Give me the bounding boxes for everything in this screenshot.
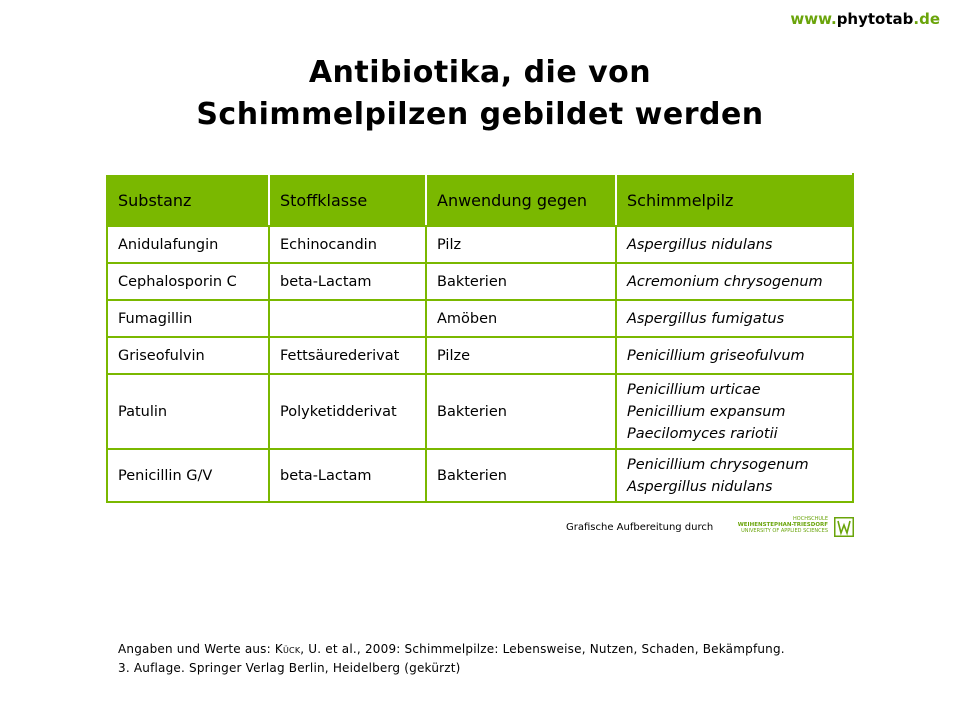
cell-anwendung: Bakterien [426,263,616,300]
cell-substanz: Patulin [107,374,269,449]
antibiotics-table [106,173,854,503]
table-row [107,300,853,337]
column-header-substanz: Substanz [107,174,269,226]
cell-substanz: Cephalosporin C [107,263,269,300]
logo-line3: UNIVERSITY OF APPLIED SCIENCES [741,528,828,534]
table-row [107,263,853,300]
page-title-line1: Antibiotika, die von [308,55,652,90]
cell-schimmelpilz [616,263,853,300]
cell-anwendung: Pilz [426,226,616,263]
site-url-prefix: www. [790,10,837,28]
university-logo[interactable] [736,516,854,538]
table-header-row [107,174,853,226]
cell-stoffklasse: beta-Lactam [269,263,426,300]
site-url-tld: .de [913,10,940,28]
reference-author: Kück [274,642,301,656]
cell-stoffklasse: Polyketidderivat [269,374,426,449]
page-title [0,52,960,136]
species-name: Penicillium griseofulvum [627,347,805,364]
logo-line2: WEIHENSTEPHAN-TRIESDORF [737,522,828,528]
cell-anwendung: Bakterien [426,374,616,449]
species-name: Penicillium urticae [627,381,761,398]
species-name: Aspergillus nidulans [627,478,773,495]
university-emblem-icon [834,517,854,537]
university-logo-text [738,516,828,534]
species-name: Aspergillus nidulans [627,236,773,253]
site-url[interactable] [790,10,940,28]
species-name: Aspergillus fumigatus [627,310,785,327]
cell-substanz: Anidulafungin [107,226,269,263]
cell-schimmelpilz [616,337,853,374]
source-reference [118,640,878,678]
species-name: Acremonium chrysogenum [627,273,823,290]
site-url-name: phytotab [836,10,914,28]
cell-schimmelpilz [616,226,853,263]
table-row [107,374,853,449]
table-row [107,226,853,263]
table-row [107,449,853,502]
cell-substanz: Griseofulvin [107,337,269,374]
page-title-line2: Schimmelpilzen gebildet werden [196,97,764,132]
cell-anwendung: Amöben [426,300,616,337]
column-header-stoffklasse: Stoffklasse [269,174,426,226]
reference-line1 [118,640,878,659]
cell-stoffklasse: Fettsäurederivat [269,337,426,374]
species-name: Penicillium chrysogenum [627,456,809,473]
column-header-anwendung: Anwendung gegen [426,174,616,226]
cell-anwendung: Pilze [426,337,616,374]
species-name: Penicillium expansum [627,403,786,420]
reference-prefix: Angaben und Werte aus: [118,642,275,656]
cell-substanz: Penicillin G/V [107,449,269,502]
cell-stoffklasse: beta-Lactam [269,449,426,502]
cell-anwendung: Bakterien [426,449,616,502]
species-name: Paecilomyces rariotii [627,425,778,442]
reference-line2: 3. Auflage. Springer Verlag Berlin, Heidelberg (gekürzt) [118,661,461,675]
logo-line1: HOCHSCHULE [793,516,828,522]
table-row [107,337,853,374]
credit-text: Grafische Aufbereitung durch [566,522,714,533]
reference-rest: , U. et al., 2009: Schimmelpilze: Lebensweise, Nutzen, Schaden, Bekämpfung. [300,642,785,656]
cell-schimmelpilz [616,300,853,337]
cell-schimmelpilz [616,449,853,502]
cell-substanz: Fumagillin [107,300,269,337]
column-header-schimmelpilz: Schimmelpilz [616,174,853,226]
cell-stoffklasse: Echinocandin [269,226,426,263]
cell-schimmelpilz [616,374,853,449]
cell-stoffklasse [269,300,426,337]
